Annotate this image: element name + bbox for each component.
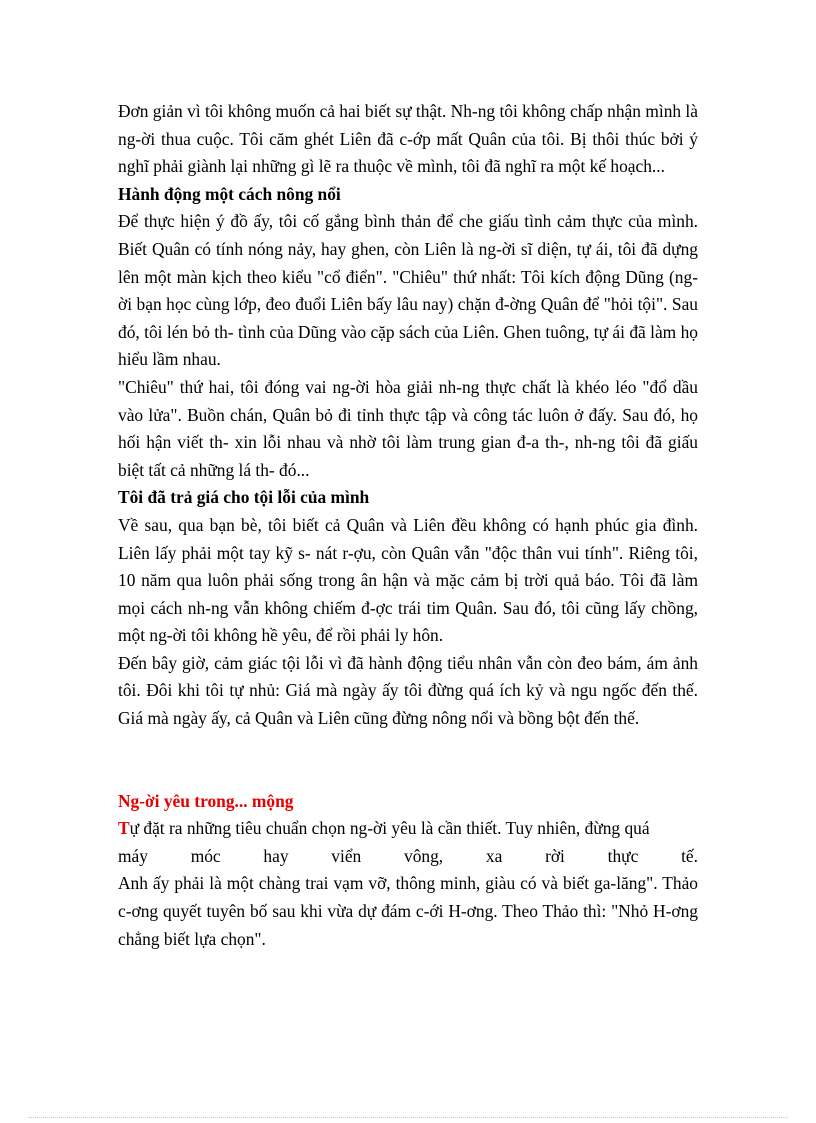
paragraph-second-trick: "Chiêu" thứ hai, tôi đóng vai ng-ời hòa giải nh-ng thực chất là khéo léo "đổ dầu vào lửa". Buồn chán, Quân bỏ đi tỉnh thực tập và công tác luôn ở đấy. Sau đó, họ hối hận viết th- xin lỗi nhau và nhờ tôi làm trung gian đ-a th-, nh-ng tôi đã giấu biệt tất cả những lá th- đó...: [118, 376, 698, 480]
section-spacer: [118, 733, 698, 788]
paragraph-plan: Để thực hiện ý đồ ấy, tôi cố gắng bình thản để che giấu tình cảm thực của mình. Biết Quân có tính nóng nảy, hay ghen, còn Liên là ng-ời sĩ diện, tự ái, tôi đã dựng lên một màn kịch theo kiểu "cổ điển". "Chiêu" thứ nhất: Tôi kích động Dũng (ng-ời bạn học cùng lớp, đeo đuổi Liên bấy lâu nay) chặn đ-ờng Quân để "hỏi tội". Sau đó, tôi lén bỏ th- tình của Dũng vào cặp sách của Liên. Ghen tuông, tự ái đã làm họ hiểu lầm nhau.: [118, 211, 698, 370]
article-title-dream-lover: Ng-ời yêu trong... mộng: [118, 790, 294, 811]
opening-line-text: ự đặt ra những tiêu chuẩn chọn ng-ời yêu là cần thiết. Tuy nhiên, đừng quá: [129, 818, 650, 839]
paragraph-regret: Đến bây giờ, cảm giác tội lỗi vì đã hành động tiểu nhân vẫn còn đeo bám, ám ảnh tôi. Đôi khi tôi tự nhủ: Giá mà ngày ấy tôi đừng quá ích kỷ và ngu ngốc đến thế. Giá mà ngày ấy, cả Quân và Liên cũng đừng nông nổi và bồng bột đến thế.: [118, 652, 698, 729]
document-page: [118, 98, 698, 953]
paragraph-aftermath: Về sau, qua bạn bè, tôi biết cả Quân và Liên đều không có hạnh phúc gia đình. Liên lấy phải một tay kỹ s- nát r-ợu, còn Quân vẫn "độc thân vui tính". Riêng tôi, 10 năm qua luôn phải sống trong ân hận và mặc cảm bị trời quả báo. Tôi đã làm mọi cách nh-ng vẫn không chiếm đ-ợc trái tim Quân. Sau đó, tôi cũng lấy chồng, một ng-ời tôi không hề yêu, để rồi phải ly hôn.: [118, 514, 698, 646]
drop-cap-letter: T: [118, 818, 130, 839]
section-heading-paid-price: Tôi đã trả giá cho tội lỗi của mình: [118, 487, 370, 508]
page-bottom-divider: [28, 1117, 788, 1118]
spread-line-text: máy móc hay viển vông, xa rời thực tế.: [118, 845, 698, 866]
section-heading-impulsive: Hành động một cách nông nổi: [118, 183, 341, 204]
paragraph-dream-lover-opening: [118, 815, 698, 870]
intro-paragraph: Đơn giản vì tôi không muốn cả hai biết sự thật. Nh-ng tôi không chấp nhận mình là ng-ời thua cuộc. Tôi căm ghét Liên đã c-ớp mất Quân của tôi. Bị thôi thúc bởi ý nghĩ phải giành lại những gì lẽ ra thuộc về mình, tôi đã nghĩ ra một kế hoạch...: [118, 101, 698, 177]
paragraph-dream-lover-body: Anh ấy phải là một chàng trai vạm vỡ, thông minh, giàu có và biết ga-lăng". Thảo c-ơng quyết tuyên bố sau khi vừa dự đám c-ới H-ơng. Theo Thảo thì: "Nhỏ H-ơng chẳng biết lựa chọn".: [118, 873, 698, 949]
